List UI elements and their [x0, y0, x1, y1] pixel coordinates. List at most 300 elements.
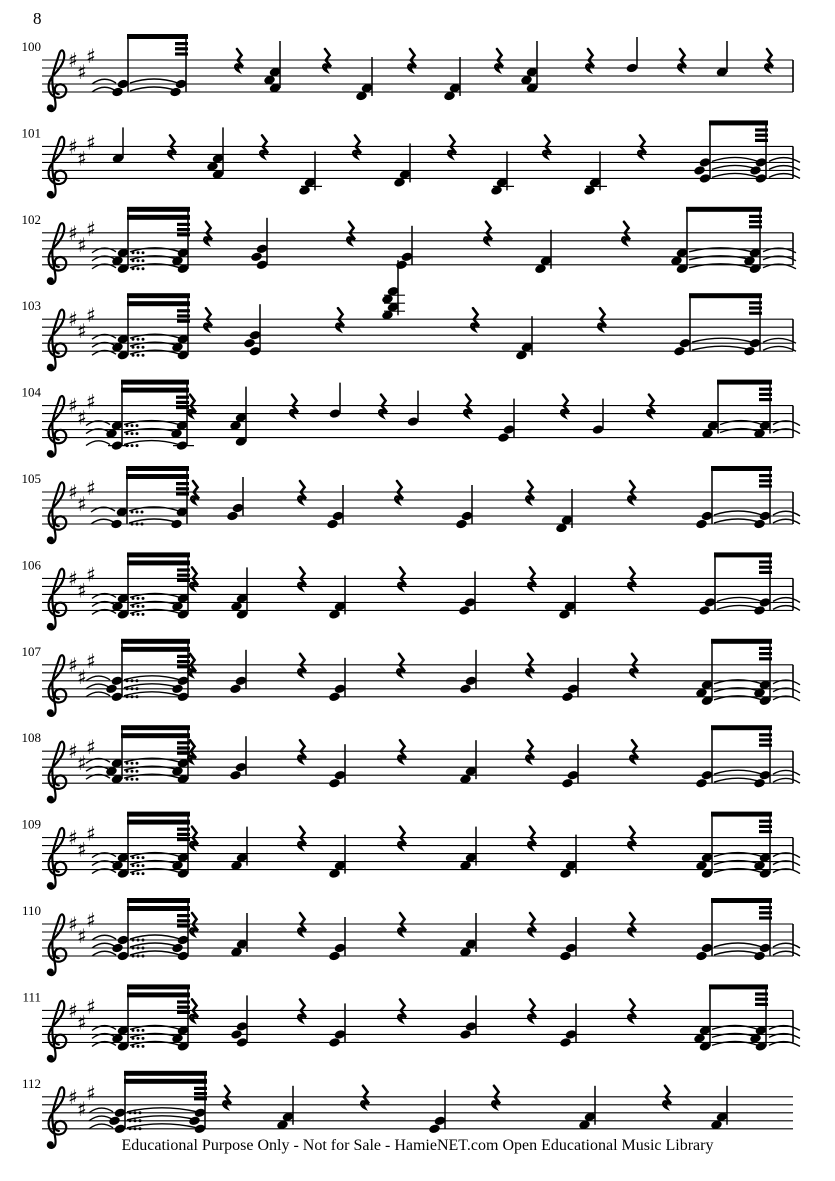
- measure-number: 112: [21, 1075, 41, 1091]
- augmentation-dot: [137, 856, 140, 859]
- tremolo-slash: [749, 215, 762, 218]
- beam: [121, 647, 190, 652]
- chord: [229, 736, 247, 780]
- clef-curl-dot: [49, 1056, 53, 1060]
- measure-number: 108: [21, 730, 41, 746]
- beam: [717, 380, 772, 385]
- sharp-sign: ♯: [68, 307, 78, 332]
- tremolo-slash: [176, 482, 189, 485]
- augmentation-dot: [136, 424, 139, 427]
- augmentation-dot: [132, 354, 135, 357]
- note: [716, 41, 729, 77]
- clef-curl-dot: [49, 624, 53, 628]
- sharp-sign: ♯: [68, 566, 78, 591]
- augmentation-dot: [142, 1037, 145, 1040]
- tie: [692, 338, 752, 342]
- notehead: [108, 1115, 121, 1126]
- augmentation-dot: [142, 1045, 145, 1048]
- notehead: [458, 605, 471, 616]
- tie: [714, 943, 762, 947]
- tremolo-group: [86, 380, 194, 451]
- tie: [130, 943, 180, 947]
- tie-to-next: [769, 174, 800, 179]
- tremolo-slash: [759, 916, 772, 919]
- beam: [711, 898, 772, 903]
- tremolo-slash: [759, 484, 772, 487]
- system-100: [22, 34, 794, 111]
- sharp-sign: ♯: [77, 751, 87, 776]
- chord: [355, 57, 373, 101]
- chord: [230, 995, 248, 1047]
- beam: [127, 215, 190, 220]
- clef-curl-dot: [49, 711, 53, 715]
- tremolo-slash: [194, 1087, 207, 1090]
- tremolo-slash: [759, 744, 772, 747]
- beam: [127, 560, 190, 565]
- sharp-sign: ♯: [86, 821, 96, 846]
- notehead: [229, 683, 242, 694]
- beam: [127, 820, 190, 825]
- beam: [711, 466, 772, 471]
- tie-to-next: [773, 951, 800, 956]
- tie-from-previous: [86, 676, 110, 681]
- notehead: [561, 778, 574, 789]
- tie-to-next: [763, 338, 796, 343]
- chord: [534, 230, 552, 274]
- tie: [714, 770, 762, 774]
- augmentation-dot: [142, 955, 145, 958]
- augmentation-dot: [132, 1045, 135, 1048]
- tie: [714, 951, 762, 955]
- tremolo-slash: [759, 398, 772, 401]
- notehead: [455, 519, 468, 530]
- augmentation-dot: [142, 947, 145, 950]
- sharp-sign: ♯: [86, 908, 96, 932]
- note: [626, 37, 639, 73]
- augmentation-dot: [136, 770, 139, 773]
- tremolo-slash: [177, 914, 190, 917]
- chord: [263, 41, 281, 93]
- augmentation-dot: [134, 1111, 137, 1114]
- tie: [127, 1116, 197, 1120]
- notehead: [111, 943, 124, 954]
- notehead: [559, 951, 572, 962]
- beam: [126, 474, 189, 479]
- augmentation-dot: [131, 770, 134, 773]
- tie: [130, 87, 178, 91]
- tie-to-next: [773, 598, 800, 603]
- key-signature: [68, 649, 96, 689]
- sharp-sign: ♯: [68, 1084, 78, 1109]
- beam: [127, 301, 190, 306]
- notehead: [105, 683, 118, 694]
- sharp-sign: ♯: [77, 319, 87, 344]
- augmentation-dot: [137, 1037, 140, 1040]
- augmentation-dot: [136, 432, 139, 435]
- augmentation-dot: [142, 354, 145, 357]
- staff-lines: [42, 1010, 793, 1042]
- beam: [127, 984, 190, 989]
- augmentation-dot: [131, 695, 134, 698]
- notehead: [326, 519, 339, 530]
- notehead: [497, 432, 510, 443]
- tie-to-next: [773, 511, 800, 516]
- staff-lines: [42, 146, 793, 178]
- tremolo-group: [673, 293, 796, 356]
- system-101: [22, 120, 801, 197]
- chord: [226, 477, 244, 521]
- notehead: [673, 346, 686, 357]
- augmentation-dot: [129, 1127, 132, 1130]
- clef-curl-dot: [49, 106, 53, 110]
- tremolo-slash: [755, 1003, 768, 1006]
- tremolo-slash: [177, 320, 190, 323]
- beam: [714, 552, 772, 557]
- tie: [692, 346, 752, 350]
- augmentation-dot: [132, 1037, 135, 1040]
- beam: [121, 733, 190, 738]
- clef-curl-dot: [49, 538, 53, 542]
- tremolo-slash: [759, 906, 772, 909]
- tremolo-slash: [749, 306, 762, 309]
- tremolo-slash: [177, 746, 190, 749]
- tremolo-slash: [759, 825, 772, 828]
- chord: [443, 57, 461, 101]
- sharp-sign: ♯: [86, 44, 96, 68]
- beam: [127, 207, 190, 212]
- augmentation-dot: [137, 259, 140, 262]
- beam: [127, 898, 190, 903]
- tremolo-slash: [759, 733, 772, 736]
- beam: [121, 639, 190, 644]
- tremolo-slash: [749, 312, 762, 315]
- notehead: [169, 87, 182, 98]
- tremolo-slash: [177, 838, 190, 841]
- augmentation-dot: [126, 679, 129, 682]
- tremolo-group: [89, 1071, 207, 1134]
- chord: [459, 913, 477, 957]
- staff-lines: [42, 838, 793, 870]
- sharp-sign: ♯: [86, 562, 96, 587]
- sharp-sign: ♯: [77, 924, 87, 948]
- augmentation-dot: [137, 1045, 140, 1048]
- chord: [276, 1086, 294, 1130]
- augmentation-dot: [126, 424, 129, 427]
- notehead: [226, 511, 239, 522]
- page-number: 8: [33, 9, 42, 28]
- beam: [127, 552, 190, 557]
- augmentation-dot: [136, 679, 139, 682]
- measure-number: 103: [21, 298, 41, 314]
- tremolo-slash: [755, 128, 768, 131]
- augmentation-dot: [132, 597, 135, 600]
- tremolo-slash: [176, 487, 189, 490]
- sharp-sign: ♯: [68, 652, 78, 677]
- tremolo-slash: [759, 738, 772, 741]
- tie: [712, 165, 758, 169]
- system-107: [22, 639, 801, 716]
- chord: [229, 650, 247, 694]
- augmentation-dot: [131, 444, 134, 447]
- tremolo-slash: [175, 52, 188, 55]
- beam: [126, 466, 189, 471]
- tremolo-slash: [759, 566, 772, 569]
- augmentation-dot: [142, 259, 145, 262]
- chord: [520, 41, 538, 93]
- tremolo-slash: [759, 820, 772, 823]
- notehead: [328, 691, 341, 702]
- augmentation-dot: [126, 778, 129, 781]
- system-108: [22, 725, 801, 802]
- clef-curl-dot: [49, 970, 53, 974]
- clef-curl-dot: [49, 797, 53, 801]
- chord: [559, 835, 577, 879]
- chord: [710, 1086, 728, 1130]
- staff-lines: [42, 751, 793, 783]
- augmentation-dot: [131, 523, 134, 526]
- augmentation-dot: [131, 762, 134, 765]
- notehead: [328, 1037, 341, 1048]
- augmentation-dot: [131, 424, 134, 427]
- beam: [121, 388, 189, 393]
- tremolo-slash: [175, 42, 188, 45]
- augmentation-dot: [131, 687, 134, 690]
- tremolo-slash: [749, 220, 762, 223]
- clef-curl-dot: [49, 192, 53, 196]
- tremolo-slash: [177, 833, 190, 836]
- augmentation-dot: [132, 251, 135, 254]
- tie-to-next: [763, 346, 796, 351]
- tremolo-slash: [177, 660, 190, 663]
- measure-number: 104: [21, 384, 41, 400]
- tremolo-group: [695, 898, 800, 961]
- tremolo-slash: [177, 1011, 190, 1014]
- augmentation-dot: [126, 444, 129, 447]
- chord: [206, 127, 224, 179]
- measure-number: 106: [21, 557, 41, 573]
- measure-number: 100: [21, 39, 41, 54]
- tie: [124, 676, 180, 680]
- augmentation-dot: [137, 872, 140, 875]
- tremolo-slash: [177, 1000, 190, 1003]
- key-signature: [68, 476, 96, 516]
- footer-license-text: Educational Purpose Only - Not for Sale - HamieNET.com Open Educational Music Library: [121, 1137, 714, 1154]
- augmentation-dot: [137, 346, 140, 349]
- notehead: [753, 951, 766, 962]
- tremolo-slash: [759, 647, 772, 650]
- tremolo-slash: [175, 47, 188, 50]
- tremolo-slash: [755, 139, 768, 142]
- tremolo-slash: [755, 134, 768, 137]
- augmentation-dot: [136, 511, 139, 514]
- key-signature: [68, 994, 96, 1034]
- notehead: [243, 338, 256, 349]
- tie-to-next: [773, 606, 800, 611]
- tremolo-slash: [177, 924, 190, 927]
- sharp-sign: ♯: [86, 216, 96, 241]
- augmentation-dot: [142, 864, 145, 867]
- augmentation-dot: [132, 605, 135, 608]
- note: [592, 399, 605, 435]
- beam: [127, 812, 190, 817]
- augmentation-dot: [132, 1029, 135, 1032]
- tie-from-previous: [89, 1116, 113, 1121]
- augmentation-dot: [132, 856, 135, 859]
- tremolo-slash: [176, 396, 189, 399]
- chord: [459, 995, 477, 1039]
- tie-from-previous: [86, 441, 110, 446]
- tie: [124, 692, 180, 696]
- notehead: [753, 778, 766, 789]
- sharp-sign: ♯: [68, 393, 78, 418]
- beam: [709, 120, 768, 125]
- augmentation-dot: [139, 1119, 142, 1122]
- notehead: [230, 1029, 243, 1040]
- sharp-sign: ♯: [86, 648, 96, 673]
- augmentation-dot: [141, 523, 144, 526]
- notehead: [170, 519, 183, 530]
- tremolo-slash: [177, 223, 190, 226]
- tie-to-next: [769, 166, 800, 171]
- sharp-sign: ♯: [68, 912, 78, 936]
- tremolo-slash: [176, 492, 189, 495]
- chord: [555, 489, 573, 533]
- sharp-sign: ♯: [68, 48, 78, 72]
- notehead: [459, 1029, 472, 1040]
- notehead: [250, 251, 263, 262]
- chord: [578, 1086, 596, 1130]
- notehead: [110, 519, 123, 530]
- tie: [130, 951, 180, 955]
- tremolo-slash: [759, 560, 772, 563]
- tie-from-previous: [86, 684, 110, 689]
- beam: [711, 725, 772, 730]
- tremolo-slash: [759, 830, 772, 833]
- tie-to-next: [773, 770, 800, 775]
- key-signature: [68, 562, 96, 602]
- augmentation-dot: [137, 605, 140, 608]
- notehead: [743, 346, 756, 357]
- measure-number: 107: [21, 643, 41, 659]
- tremolo-slash: [176, 406, 189, 409]
- key-signature: [68, 822, 96, 862]
- tie-from-previous: [86, 692, 110, 697]
- augmentation-dot: [137, 267, 140, 270]
- tremolo-slash: [177, 752, 190, 755]
- tremolo-slash: [176, 401, 189, 404]
- augmentation-dot: [131, 432, 134, 435]
- notehead: [328, 778, 341, 789]
- notehead: [753, 519, 766, 530]
- note: [112, 127, 125, 163]
- tremolo-group: [693, 120, 800, 183]
- augmentation-dot: [142, 872, 145, 875]
- tie: [124, 684, 180, 688]
- measure-number: 111: [22, 989, 41, 1005]
- augmentation-dot: [126, 770, 129, 773]
- chord: [298, 151, 322, 195]
- beam: [689, 293, 762, 298]
- beam: [127, 992, 190, 997]
- system-105: [22, 466, 801, 543]
- notehead: [171, 683, 184, 694]
- key-signature: [68, 390, 96, 430]
- tie-from-previous: [91, 519, 115, 524]
- notehead: [695, 778, 708, 789]
- measure-number: 101: [21, 125, 41, 141]
- augmentation-dot: [132, 947, 135, 950]
- tie-from-previous: [89, 1124, 113, 1129]
- augmentation-dot: [132, 259, 135, 262]
- tremolo-slash: [177, 233, 190, 236]
- tremolo-slash: [749, 225, 762, 228]
- tremolo-slash: [177, 228, 190, 231]
- augmentation-dot: [141, 511, 144, 514]
- augmentation-dot: [137, 251, 140, 254]
- beam: [711, 639, 772, 644]
- sharp-sign: ♯: [77, 664, 87, 689]
- tremolo-slash: [177, 665, 190, 668]
- beam: [124, 1079, 207, 1084]
- sharp-sign: ♯: [77, 492, 87, 516]
- augmentation-dot: [132, 338, 135, 341]
- system-110: [22, 898, 800, 975]
- clef-curl-dot: [49, 451, 53, 455]
- notehead: [428, 1123, 441, 1134]
- augmentation-dot: [132, 864, 135, 867]
- augmentation-dot: [142, 1029, 145, 1032]
- key-signature: [68, 217, 96, 257]
- beam: [124, 1071, 207, 1076]
- augmentation-dot: [142, 267, 145, 270]
- augmentation-dot: [142, 338, 145, 341]
- tremolo-group: [695, 466, 800, 529]
- chord: [328, 575, 346, 619]
- augmentation-dot: [139, 1127, 142, 1130]
- augmentation-dot: [132, 955, 135, 958]
- sharp-sign: ♯: [68, 220, 78, 245]
- tremolo-group: [698, 552, 800, 615]
- augmentation-dot: [137, 864, 140, 867]
- tremolo-slash: [177, 655, 190, 658]
- augmentation-dot: [134, 1119, 137, 1122]
- tremolo-group: [86, 639, 190, 702]
- tremolo-group: [695, 725, 800, 788]
- sharp-sign: ♯: [68, 825, 78, 850]
- chord: [393, 143, 411, 187]
- tremolo-slash: [177, 309, 190, 312]
- tie: [124, 441, 179, 445]
- sharp-sign: ♯: [86, 994, 96, 1019]
- sharp-sign: ♯: [86, 130, 96, 155]
- augmentation-dot: [136, 762, 139, 765]
- augmentation-dot: [136, 687, 139, 690]
- beam: [709, 984, 768, 989]
- clef-curl-dot: [49, 365, 53, 369]
- augmentation-dot: [142, 251, 145, 254]
- augmentation-dot: [136, 444, 139, 447]
- augmentation-dot: [142, 605, 145, 608]
- clef-curl-dot: [49, 279, 53, 283]
- notehead: [229, 770, 242, 781]
- tie-to-next: [769, 158, 800, 163]
- augmentation-dot: [129, 1119, 132, 1122]
- notehead: [695, 951, 708, 962]
- notehead: [328, 951, 341, 962]
- tremolo-slash: [759, 571, 772, 574]
- notehead: [111, 87, 124, 98]
- tremolo-slash: [755, 998, 768, 1001]
